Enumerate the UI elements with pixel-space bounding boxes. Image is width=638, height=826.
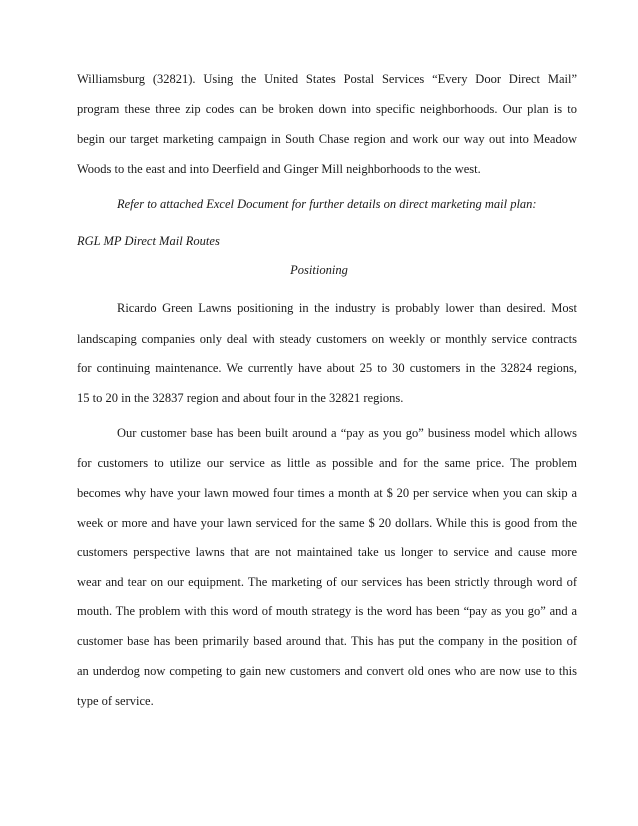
paragraph-3-line-3: becomes why have your lawn mowed four times a month at $ 20 per service when you can skip a (77, 486, 577, 500)
paragraph-2-line-3: for continuing maintenance. We currently have about 25 to 30 customers in the 32824 regions, (77, 361, 577, 375)
paragraph-3-line-9: an underdog now competing to gain new customers and convert old ones who are now use to this (77, 664, 577, 678)
paragraph-3-line-10: type of service. (77, 694, 154, 708)
paragraph-3-line-2: for customers to utilize our service as little as possible and for the same price. The problem (77, 456, 577, 470)
section-heading: Positioning (290, 263, 348, 277)
attachment-title: RGL MP Direct Mail Routes (77, 234, 220, 248)
paragraph-2-line-1: Ricardo Green Lawns positioning in the industry is probably lower than desired. Most (117, 301, 577, 315)
paragraph-3-line-7: mouth. The problem with this word of mouth strategy is the word has been “pay as you go” and a (77, 604, 577, 618)
paragraph-3-line-1: Our customer base has been built around a “pay as you go” business model which allows (117, 426, 577, 440)
paragraph-2-line-4: 15 to 20 in the 32837 region and about four in the 32821 regions. (77, 391, 404, 405)
paragraph-3-line-6: wear and tear on our equipment. The marketing of our services has been strictly through word of (77, 575, 577, 589)
paragraph-1-line-1: Williamsburg (32821). Using the United States Postal Services “Every Door Direct Mail” (77, 72, 577, 86)
paragraph-1-line-3: begin our target marketing campaign in South Chase region and work our way out into Meadow (77, 132, 577, 146)
reference-note: Refer to attached Excel Document for further details on direct marketing mail plan: (117, 197, 537, 211)
paragraph-1-line-4: Woods to the east and into Deerfield and Ginger Mill neighborhoods to the west. (77, 162, 481, 176)
paragraph-3-line-8: customer base has been primarily based around that. This has put the company in the position of (77, 634, 577, 648)
paragraph-3-line-5: customers perspective lawns that are not maintained take us longer to service and cause more (77, 545, 577, 559)
paragraph-1-line-2: program these three zip codes can be broken down into specific neighborhoods. Our plan is to (77, 102, 577, 116)
paragraph-2-line-2: landscaping companies only deal with steady customers on weekly or monthly service contracts (77, 332, 577, 346)
paragraph-3-line-4: week or more and have your lawn serviced for the same $ 20 dollars. While this is good from the (77, 516, 577, 530)
